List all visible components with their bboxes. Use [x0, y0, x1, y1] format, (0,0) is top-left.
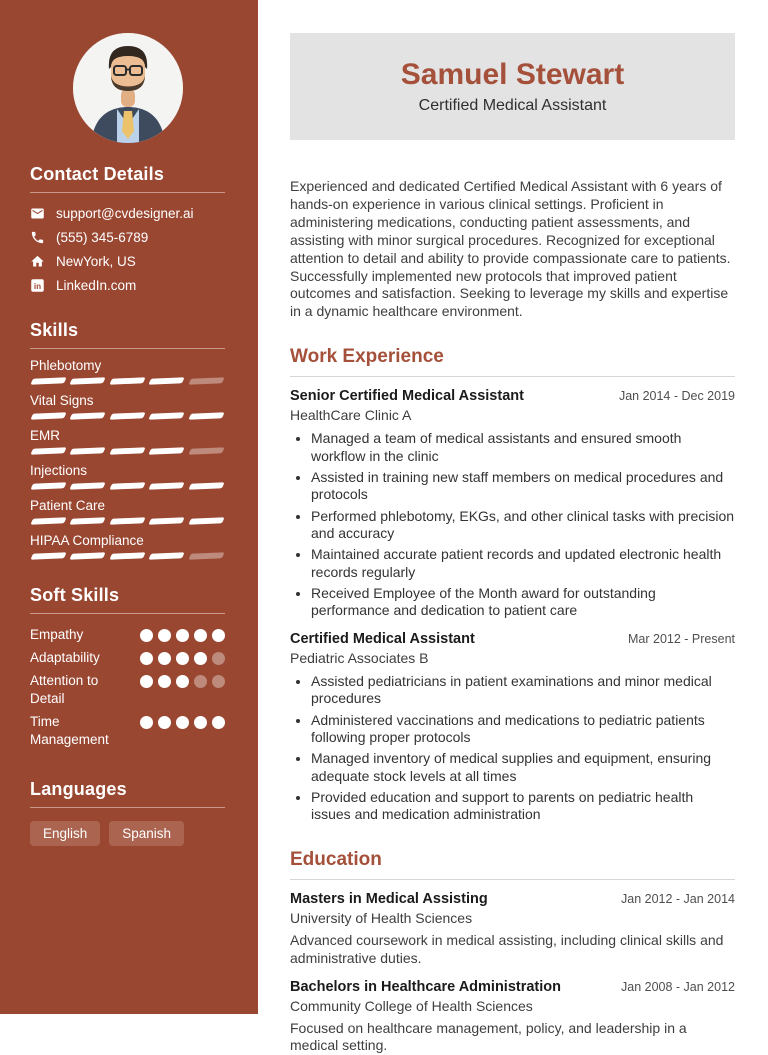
- contact-item-phone: [30, 230, 225, 245]
- education-entry: [290, 891, 735, 968]
- work-experience-heading: Work Experience: [290, 346, 735, 377]
- soft-skill-item: [30, 626, 225, 644]
- degree-school: Community College of Health Sciences: [290, 997, 533, 1014]
- soft-skill-rating: [140, 626, 225, 644]
- soft-skill-label: Empathy: [30, 627, 84, 642]
- skill-bar-segment: [70, 447, 107, 454]
- rating-dot: [140, 716, 153, 729]
- rating-dot: [158, 675, 171, 688]
- contact-item-linkedin[interactable]: [30, 278, 225, 293]
- skill-bar-segment: [188, 552, 225, 559]
- skill-bar-segment: [30, 447, 67, 454]
- skill-bar-segment: [149, 517, 186, 524]
- job-bullet: • Received Employee of the Month award for outstanding performance and dedication to patient care: [311, 585, 735, 620]
- rating-dot: [158, 652, 171, 665]
- profile-photo: [73, 33, 183, 143]
- rating-dot: [140, 675, 153, 688]
- rating-dot: [140, 652, 153, 665]
- skill-bar-segment: [30, 377, 67, 384]
- degree-school: University of Health Sciences: [290, 909, 473, 926]
- skill-label: Phlebotomy: [30, 358, 102, 373]
- job-bullet: • Provided education and support to parents on pediatric health issues and medication administration: [311, 789, 735, 824]
- skill-item: [30, 463, 225, 489]
- degree-header: [290, 891, 735, 907]
- skill-label: EMR: [30, 428, 60, 443]
- job-bullet-list: [290, 430, 735, 620]
- skill-bar-segment: [188, 482, 225, 489]
- email-icon: [30, 206, 45, 221]
- contact-list: [30, 206, 225, 293]
- avatar-illustration: [73, 33, 183, 143]
- rating-dot: [194, 629, 207, 642]
- language-pill-list: [30, 821, 225, 846]
- rating-dot: [158, 629, 171, 642]
- contact-item-email[interactable]: [30, 206, 225, 221]
- skill-bar-segment: [149, 482, 186, 489]
- job-entry: [290, 631, 735, 824]
- skills-section: [30, 320, 225, 559]
- education-heading: Education: [290, 849, 735, 880]
- skill-bar-segment: [109, 412, 146, 419]
- home-icon: [30, 254, 45, 269]
- skill-level-bar: [30, 413, 225, 419]
- job-entry: [290, 388, 735, 620]
- skill-bar-segment: [30, 552, 67, 559]
- soft-skill-label: Adaptability: [30, 650, 100, 665]
- job-bullet: • Managed inventory of medical supplies and equipment, ensuring adequate stock levels at all times: [311, 750, 735, 785]
- skill-label: Vital Signs: [30, 393, 94, 408]
- skill-item: [30, 358, 225, 384]
- skill-level-bar: [30, 483, 225, 489]
- skill-bar-segment: [30, 482, 67, 489]
- soft-skill-item: [30, 672, 225, 708]
- job-header: [290, 631, 735, 647]
- job-bullet: • Assisted in training new staff members on medical procedures and protocols: [311, 469, 735, 504]
- skill-item: [30, 428, 225, 454]
- contact-phone-text: (555) 345-6789: [56, 230, 149, 245]
- skill-label: Injections: [30, 463, 88, 478]
- skill-bar-segment: [149, 447, 186, 454]
- skill-bar-segment: [70, 517, 107, 524]
- sidebar: [0, 0, 258, 1014]
- job-header: [290, 388, 735, 404]
- phone-icon: [30, 230, 45, 245]
- rating-dot: [194, 652, 207, 665]
- degree-title: Bachelors in Healthcare Administration: [290, 978, 562, 995]
- job-dates: Mar 2012 - Present: [628, 631, 735, 646]
- contact-heading: Contact Details: [30, 164, 225, 193]
- job-bullet: • Assisted pediatricians in patient examinations and minor medical procedures: [311, 673, 735, 708]
- soft-skill-rating: [140, 672, 225, 708]
- skill-level-bar: [30, 378, 225, 384]
- svg-text:in: in: [33, 281, 42, 291]
- job-title: Certified Medical Assistant: [290, 630, 475, 647]
- skill-item: [30, 393, 225, 419]
- soft-skills-heading: Soft Skills: [30, 585, 225, 614]
- rating-dot: [212, 629, 225, 642]
- skill-bar-segment: [149, 552, 186, 559]
- skill-bar-segment: [70, 377, 107, 384]
- rating-dot: [212, 652, 225, 665]
- job-bullet: • Performed phlebotomy, EKGs, and other clinical tasks with precision and accuracy: [311, 508, 735, 543]
- contact-email-text: support@cvdesigner.ai: [56, 206, 194, 221]
- person-name: Samuel Stewart: [400, 58, 625, 91]
- job-dates: Jan 2014 - Dec 2019: [618, 389, 735, 404]
- main-column: [290, 0, 735, 1055]
- skill-bar-segment: [188, 517, 225, 524]
- job-bullet: • Maintained accurate patient records and updated electronic health records regularly: [311, 546, 735, 581]
- job-bullet-list: [290, 673, 735, 824]
- skill-list: [30, 358, 225, 559]
- degree-title: Masters in Medical Assisting: [290, 890, 488, 907]
- soft-skill-item: [30, 713, 225, 749]
- skill-level-bar: [30, 518, 225, 524]
- skill-bar-segment: [188, 377, 225, 384]
- job-company: HealthCare Clinic A: [290, 407, 412, 424]
- contact-linkedin-text: LinkedIn.com: [56, 278, 137, 293]
- skill-bar-segment: [149, 377, 186, 384]
- skill-bar-segment: [109, 517, 146, 524]
- skill-bar-segment: [109, 377, 146, 384]
- education-section: [290, 849, 735, 1055]
- skill-label: HIPAA Compliance: [30, 533, 144, 548]
- soft-skill-rating: [140, 649, 225, 667]
- rating-dot: [176, 675, 189, 688]
- skill-bar-segment: [70, 552, 107, 559]
- degree-dates: Jan 2012 - Jan 2014: [621, 891, 735, 906]
- linkedin-icon: [30, 278, 45, 293]
- skill-bar-segment: [70, 482, 107, 489]
- contact-location-text: NewYork, US: [56, 254, 136, 269]
- skill-bar-segment: [30, 412, 67, 419]
- rating-dot: [212, 716, 225, 729]
- skill-bar-segment: [109, 482, 146, 489]
- work-experience-section: [290, 346, 735, 823]
- language-pill: Spanish: [109, 821, 184, 846]
- skill-item: [30, 498, 225, 524]
- soft-skill-item: [30, 649, 225, 667]
- rating-dot: [176, 716, 189, 729]
- soft-skill-rating: [140, 713, 225, 749]
- person-title: Certified Medical Assistant: [418, 97, 607, 114]
- soft-skill-label: Attention to Detail: [30, 673, 99, 706]
- rating-dot: [140, 629, 153, 642]
- name-header: [290, 33, 735, 140]
- degree-dates: Jan 2008 - Jan 2012: [621, 979, 735, 994]
- job-bullet: • Administered vaccinations and medications to pediatric patients following proper protocols: [311, 712, 735, 747]
- contact-section: [30, 164, 225, 293]
- skill-bar-segment: [30, 517, 67, 524]
- rating-dot: [176, 629, 189, 642]
- skills-heading: Skills: [30, 320, 225, 349]
- job-title: Senior Certified Medical Assistant: [290, 388, 524, 405]
- soft-skills-section: [30, 585, 225, 749]
- skill-bar-segment: [188, 447, 225, 454]
- skill-label: Patient Care: [30, 498, 106, 513]
- skill-bar-segment: [109, 447, 146, 454]
- skill-level-bar: [30, 553, 225, 559]
- soft-skill-label: Time Management: [30, 714, 109, 747]
- skill-bar-segment: [70, 412, 107, 419]
- soft-skill-list: [30, 626, 225, 749]
- rating-dot: [158, 716, 171, 729]
- contact-item-location: [30, 254, 225, 269]
- skill-item: [30, 533, 225, 559]
- skill-bar-segment: [149, 412, 186, 419]
- skill-bar-segment: [188, 412, 225, 419]
- language-pill: English: [30, 821, 100, 846]
- degree-description: Advanced coursework in medical assisting, including clinical skills and administrative duties.: [290, 931, 724, 966]
- summary-paragraph: Experienced and dedicated Certified Medical Assistant with 6 years of hands-on experience in various clinical settings. Proficient in administering medications, conducting patient assessments, and assisting with minor surgical procedures. Recognized for exceptional attention to detail and ability to provide compassionate care to patients. Successfully implemented new protocols that improved patient outcomes and satisfaction. Seeking to leverage my skills and expertise in a dynamic healthcare environment.: [290, 178, 731, 320]
- skill-bar-segment: [109, 552, 146, 559]
- rating-dot: [212, 675, 225, 688]
- skill-level-bar: [30, 448, 225, 454]
- rating-dot: [194, 716, 207, 729]
- languages-section: [30, 779, 225, 846]
- degree-header: [290, 979, 735, 995]
- education-entry: [290, 979, 735, 1055]
- job-bullet: • Managed a team of medical assistants and ensured smooth workflow in the clinic: [311, 430, 735, 465]
- job-company: Pediatric Associates B: [290, 649, 429, 666]
- degree-description: Focused on healthcare management, policy, and leadership in a medical setting.: [290, 1019, 687, 1054]
- languages-heading: Languages: [30, 779, 225, 808]
- rating-dot: [176, 652, 189, 665]
- rating-dot: [194, 675, 207, 688]
